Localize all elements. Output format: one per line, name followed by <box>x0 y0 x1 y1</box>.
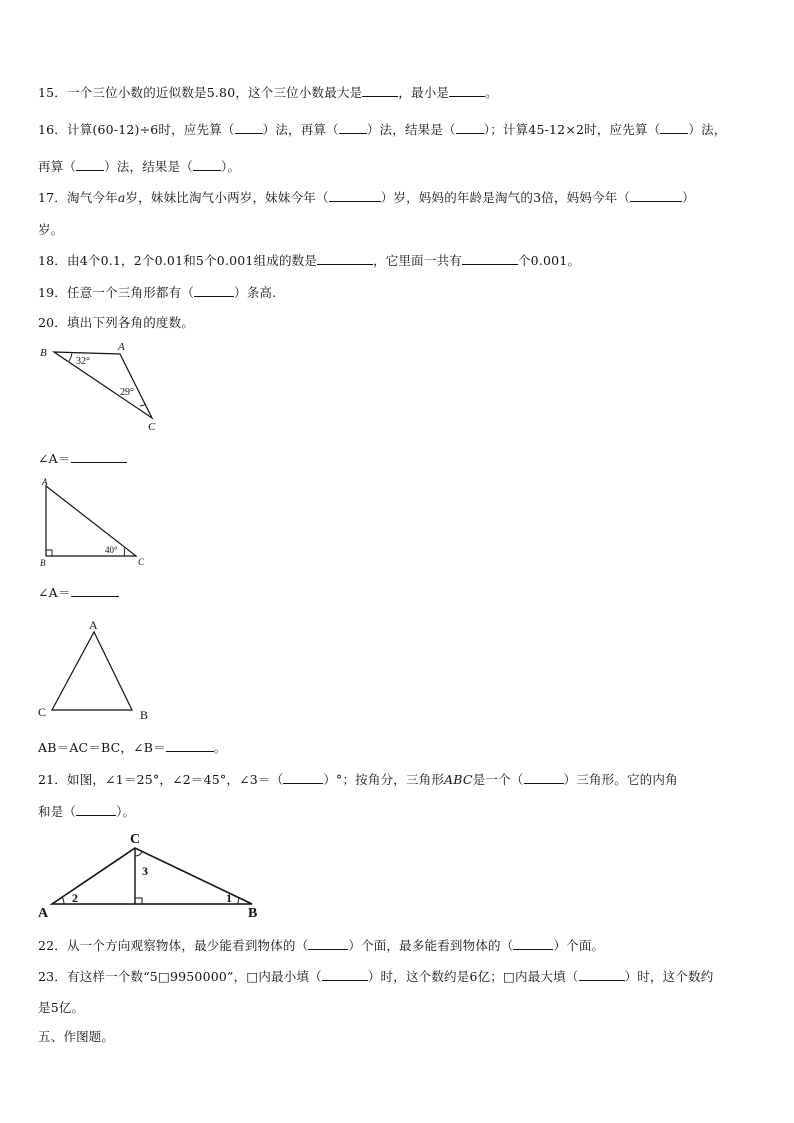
question-number: 20． <box>38 315 68 330</box>
question-20-answer-2 <box>38 583 119 601</box>
vertex-label-b: B <box>248 906 258 921</box>
vertex-label-a: A <box>118 341 125 353</box>
answer-blank[interactable] <box>71 450 127 463</box>
question-15 <box>38 83 498 101</box>
right-angle-mark <box>135 898 142 904</box>
question-text: 。 <box>213 740 227 755</box>
question-17-line-1 <box>38 188 695 206</box>
question-text: ）个面，最多能看到物体的（ <box>348 938 514 953</box>
triangle-shape <box>54 352 152 418</box>
vertex-label-c: C <box>38 705 47 719</box>
triangle-altitude-figure <box>38 830 270 922</box>
answer-blank[interactable] <box>317 252 373 265</box>
answer-blank[interactable] <box>235 121 263 134</box>
answer-blank[interactable] <box>193 158 221 171</box>
question-text: ）岁，妈妈的年龄是淘气的3倍，妈妈今年（ <box>380 190 631 205</box>
answer-label: ∠A＝ <box>38 451 71 466</box>
question-text: 计算(60-12)÷6时，应先算（ <box>67 122 235 137</box>
answer-blank[interactable] <box>166 739 214 752</box>
question-21-line-1 <box>38 770 678 788</box>
answer-blank[interactable] <box>462 252 518 265</box>
question-text: ，最小是 <box>398 85 450 100</box>
answer-blank[interactable] <box>308 937 348 950</box>
angle-arc <box>135 852 142 856</box>
vertex-label-a: A <box>38 906 49 921</box>
question-text: ）三角形。它的内角 <box>563 772 678 787</box>
question-number: 17． <box>38 190 68 205</box>
angle-arc <box>140 404 146 406</box>
question-number: 18． <box>38 253 68 268</box>
angle-arc <box>69 353 72 362</box>
answer-blank[interactable] <box>71 584 119 597</box>
question-text: 岁，妹妹比淘气小两岁，妹妹今年（ <box>125 190 329 205</box>
answer-blank[interactable] <box>449 84 485 97</box>
answer-blank[interactable] <box>329 189 381 202</box>
answer-blank[interactable] <box>513 937 553 950</box>
answer-label: ∠A＝ <box>38 585 71 600</box>
question-text: 如图，∠1＝25°，∠2＝45°，∠3＝（ <box>67 772 284 787</box>
triangle-figure-1 <box>36 340 166 435</box>
answer-blank[interactable] <box>660 121 688 134</box>
vertex-label-b: B <box>40 347 47 359</box>
question-text: ）个面。 <box>553 938 605 953</box>
triangle-shape <box>46 486 136 556</box>
answer-blank[interactable] <box>283 771 323 784</box>
question-22 <box>38 936 604 954</box>
vertex-label-b: B <box>140 708 149 722</box>
vertex-label-a: A <box>89 618 98 632</box>
question-text: ）法，再算（ <box>262 122 339 137</box>
right-angle-mark <box>46 550 52 556</box>
question-text: 和是（ <box>38 804 77 819</box>
vertex-label-a: A <box>42 477 48 487</box>
question-number: 19． <box>38 285 68 300</box>
question-text: ）条高. <box>234 285 277 300</box>
question-text: 淘气今年 <box>67 190 118 205</box>
question-17-line-2 <box>38 220 63 238</box>
question-text: ）法，结果是（ <box>104 159 194 174</box>
vertex-label-c: C <box>138 557 145 567</box>
question-16-line-1 <box>38 120 726 138</box>
question-number: 22． <box>38 938 68 953</box>
answer-blank[interactable] <box>76 158 104 171</box>
question-text: 个0.001。 <box>517 253 581 268</box>
question-text: 填出下列各角的度数。 <box>67 315 195 330</box>
question-text: ）；计算45-12×2时，应先算（ <box>483 122 661 137</box>
answer-blank[interactable] <box>322 968 368 981</box>
question-text: 再算（ <box>38 159 77 174</box>
question-text: 由4个0.1，2个0.01和5个0.001组成的数是 <box>67 253 318 268</box>
angle-arc <box>124 548 125 556</box>
triangle-shape <box>52 848 252 904</box>
question-text: ，它里面一共有 <box>373 253 462 268</box>
question-23-line-2 <box>38 998 84 1016</box>
angle-label-1: 1 <box>226 891 232 905</box>
angle-arc <box>62 897 64 904</box>
question-text: 从一个方向观察物体，最少能看到物体的（ <box>67 938 309 953</box>
question-20 <box>38 313 194 331</box>
angle-label-c: 40° <box>105 545 118 555</box>
question-16-line-2 <box>38 157 240 175</box>
variable-a: a <box>117 190 126 205</box>
angle-label-3: 3 <box>142 864 148 878</box>
question-text: ）。 <box>116 804 136 819</box>
question-number: 16． <box>38 122 68 137</box>
question-text: ）时，这个数约 <box>624 969 714 984</box>
answer-blank[interactable] <box>579 968 625 981</box>
angle-arc <box>238 898 239 904</box>
vertex-label-c: C <box>148 421 156 433</box>
question-text: ）。 <box>221 159 241 174</box>
answer-blank[interactable] <box>456 121 484 134</box>
question-text: ） <box>682 190 695 205</box>
question-23-line-1 <box>38 967 713 985</box>
answer-blank[interactable] <box>194 284 234 297</box>
answer-blank[interactable] <box>339 121 367 134</box>
question-19 <box>38 283 276 301</box>
question-text: 一个三位小数的近似数是5.80，这个三位小数最大是 <box>67 85 363 100</box>
question-text: 是一个（ <box>472 772 524 787</box>
section-title: 五、作图题。 <box>38 1029 115 1044</box>
question-text: ）法，结果是（ <box>366 122 456 137</box>
answer-blank[interactable] <box>524 771 564 784</box>
question-text: 。 <box>485 85 498 100</box>
triangle-figure-3 <box>34 616 154 724</box>
section-5-heading <box>38 1027 114 1045</box>
question-text: ）°；按角分，三角形 <box>323 772 445 787</box>
question-number: 23． <box>38 969 68 984</box>
question-21-line-2 <box>38 802 135 820</box>
answer-blank[interactable] <box>76 803 116 816</box>
question-text: ）时，这个数约是6亿；□内最大填（ <box>367 969 579 984</box>
answer-blank[interactable] <box>630 189 682 202</box>
question-number: 21． <box>38 772 68 787</box>
vertex-label-b: B <box>40 558 46 568</box>
question-number: 15． <box>38 85 68 100</box>
question-text: 任意一个三角形都有（ <box>67 285 195 300</box>
angle-label-b: 32° <box>76 356 90 367</box>
question-text: ）法， <box>688 122 727 137</box>
answer-label: AB＝AC＝BC，∠B＝ <box>38 740 166 755</box>
question-text: 有这样一个数“5□9950000”，□内最小填（ <box>67 969 322 984</box>
answer-blank[interactable] <box>362 84 398 97</box>
angle-label-2: 2 <box>72 891 78 905</box>
vertex-label-c: C <box>130 832 141 847</box>
triangle-figure-2 <box>36 476 156 572</box>
variable-abc: ABC <box>444 772 473 787</box>
angle-label-c: 29° <box>120 387 134 398</box>
question-text: 是5亿。 <box>38 1000 85 1015</box>
question-20-answer-3 <box>38 738 227 756</box>
question-18 <box>38 251 580 269</box>
triangle-shape <box>52 632 132 710</box>
question-20-answer-1 <box>38 449 127 467</box>
question-text: 岁。 <box>38 222 64 237</box>
